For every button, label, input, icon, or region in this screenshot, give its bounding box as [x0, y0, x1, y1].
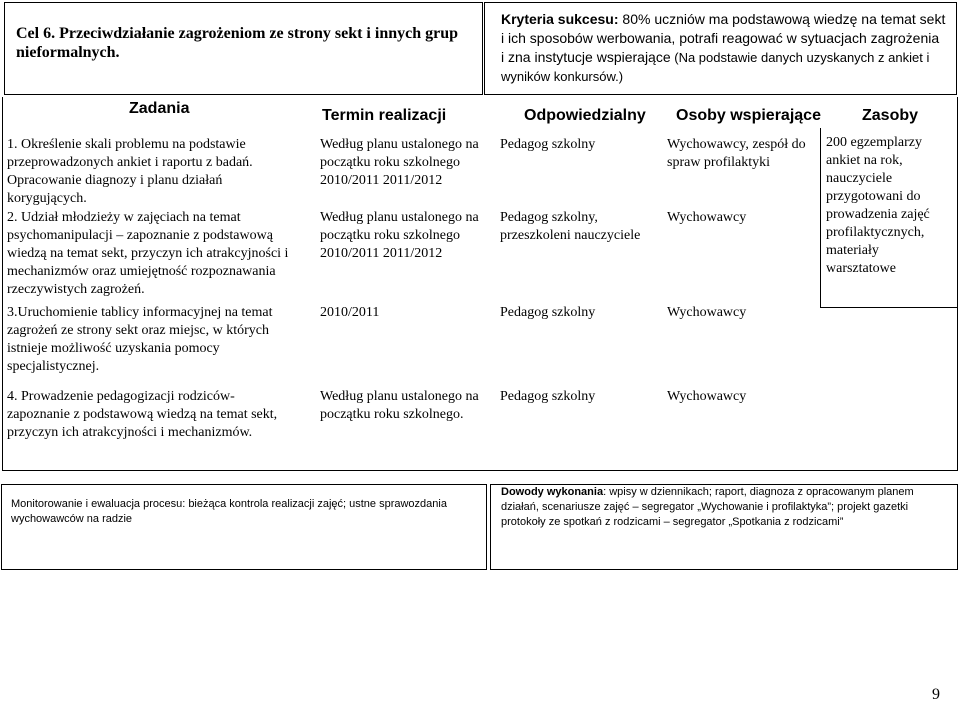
resources-text: 200 egzemplarzy ankiet na rok, nauczyciele przygotowani do prowadzenia zajęć profilaktycznych, materiały warsztatowe	[826, 135, 930, 276]
evidence-label: Dowody wykonania	[501, 486, 604, 498]
monitoring-text: Monitorowanie i ewaluacja procesu: bieżąca kontrola realizacji zajęć; ustne sprawozdania wychowawców na radzie	[11, 498, 447, 525]
row-3-responsible: Pedagog szkolny	[500, 305, 596, 320]
row-4-responsible: Pedagog szkolny	[500, 389, 596, 404]
row-1-responsible: Pedagog szkolny	[500, 137, 596, 152]
row-2-supporting: Wychowawcy	[667, 210, 747, 225]
row-3-deadline: 2010/2011	[320, 305, 380, 320]
header-responsible: Odpowiedzialny	[524, 107, 646, 124]
page-number: 9	[932, 686, 940, 703]
row-1-task: 1. Określenie skali problemu na podstawie przeprowadzonych ankiet i raportu z badań. Opracowanie diagnozy i planu działań korygujących.	[7, 137, 253, 206]
success-criteria-text	[501, 10, 946, 86]
row-4-task: 4. Prowadzenie pedagogizacji rodziców- zapoznanie z podstawową wiedzą na temat sekt, przyczyn ich atrakcyjności i mechanizmów.	[7, 389, 278, 440]
header-resources: Zasoby	[862, 107, 919, 124]
row-2-responsible: Pedagog szkolny, przeszkoleni nauczyciele	[500, 210, 641, 243]
success-criteria-box	[484, 2, 957, 95]
row-4-supporting: Wychowawcy	[667, 389, 747, 404]
evidence-box	[490, 484, 958, 570]
row-3-task: 3.Uruchomienie tablicy informacyjnej na temat zagrożeń ze strony sekt oraz miejsc, w których istnieje możliwość uzyskania pomocy specjalistycznej.	[7, 305, 273, 374]
evidence-body: : wpisy w dziennikach; raport, diagnoza z opracowanym planem działań, scenariusze zajęć – segregator „Wychowanie i profilaktyka”; projekt gazetki protokoły ze spotkań z rodzicami – segregator „Spotkania z rodzicami”	[501, 486, 914, 528]
row-2-deadline: Według planu ustalonego na początku roku szkolnego 2010/2011 2011/2012	[320, 210, 479, 261]
success-criteria-note: (Na podstawie danych uzyskanych z ankiet i wyników konkursów.)	[501, 50, 930, 84]
header-tasks: Zadania	[129, 100, 190, 117]
row-1-supporting: Wychowawcy, zespół do spraw profilaktyki	[667, 137, 806, 170]
monitoring-box	[1, 484, 487, 570]
row-4-deadline: Według planu ustalonego na początku roku szkolnego.	[320, 389, 479, 422]
row-2-task: 2. Udział młodzieży w zajęciach na temat psychomanipulacji – zapoznanie z podstawową wiedzą na temat sekt, przyczyn ich atrakcyjności i mechanizmów oraz umiejętność rozpoznawania rzeczywistych zagrożeń.	[7, 210, 289, 297]
row-3-supporting: Wychowawcy	[667, 305, 747, 320]
header-deadline: Termin realizacji	[322, 107, 447, 124]
evidence-text	[501, 485, 951, 530]
success-criteria-main: 80% uczniów ma podstawową wiedzę na temat sekt i ich sposobów werbowania, potrafi reagować w sytuacjach zagrożenia i zna instytucje wspierające	[501, 11, 946, 65]
row-1-deadline: Według planu ustalonego na początku roku szkolnego 2010/2011 2011/2012	[320, 137, 479, 188]
goal-box	[4, 2, 483, 95]
goal-title: Cel 6. Przeciwdziałanie zagrożeniom ze strony sekt i innych grup nieformalnych.	[16, 25, 459, 61]
success-criteria-label: Kryteria sukcesu:	[501, 11, 619, 27]
resources-box	[820, 128, 958, 308]
header-supporting: Osoby wspierające	[676, 107, 821, 124]
